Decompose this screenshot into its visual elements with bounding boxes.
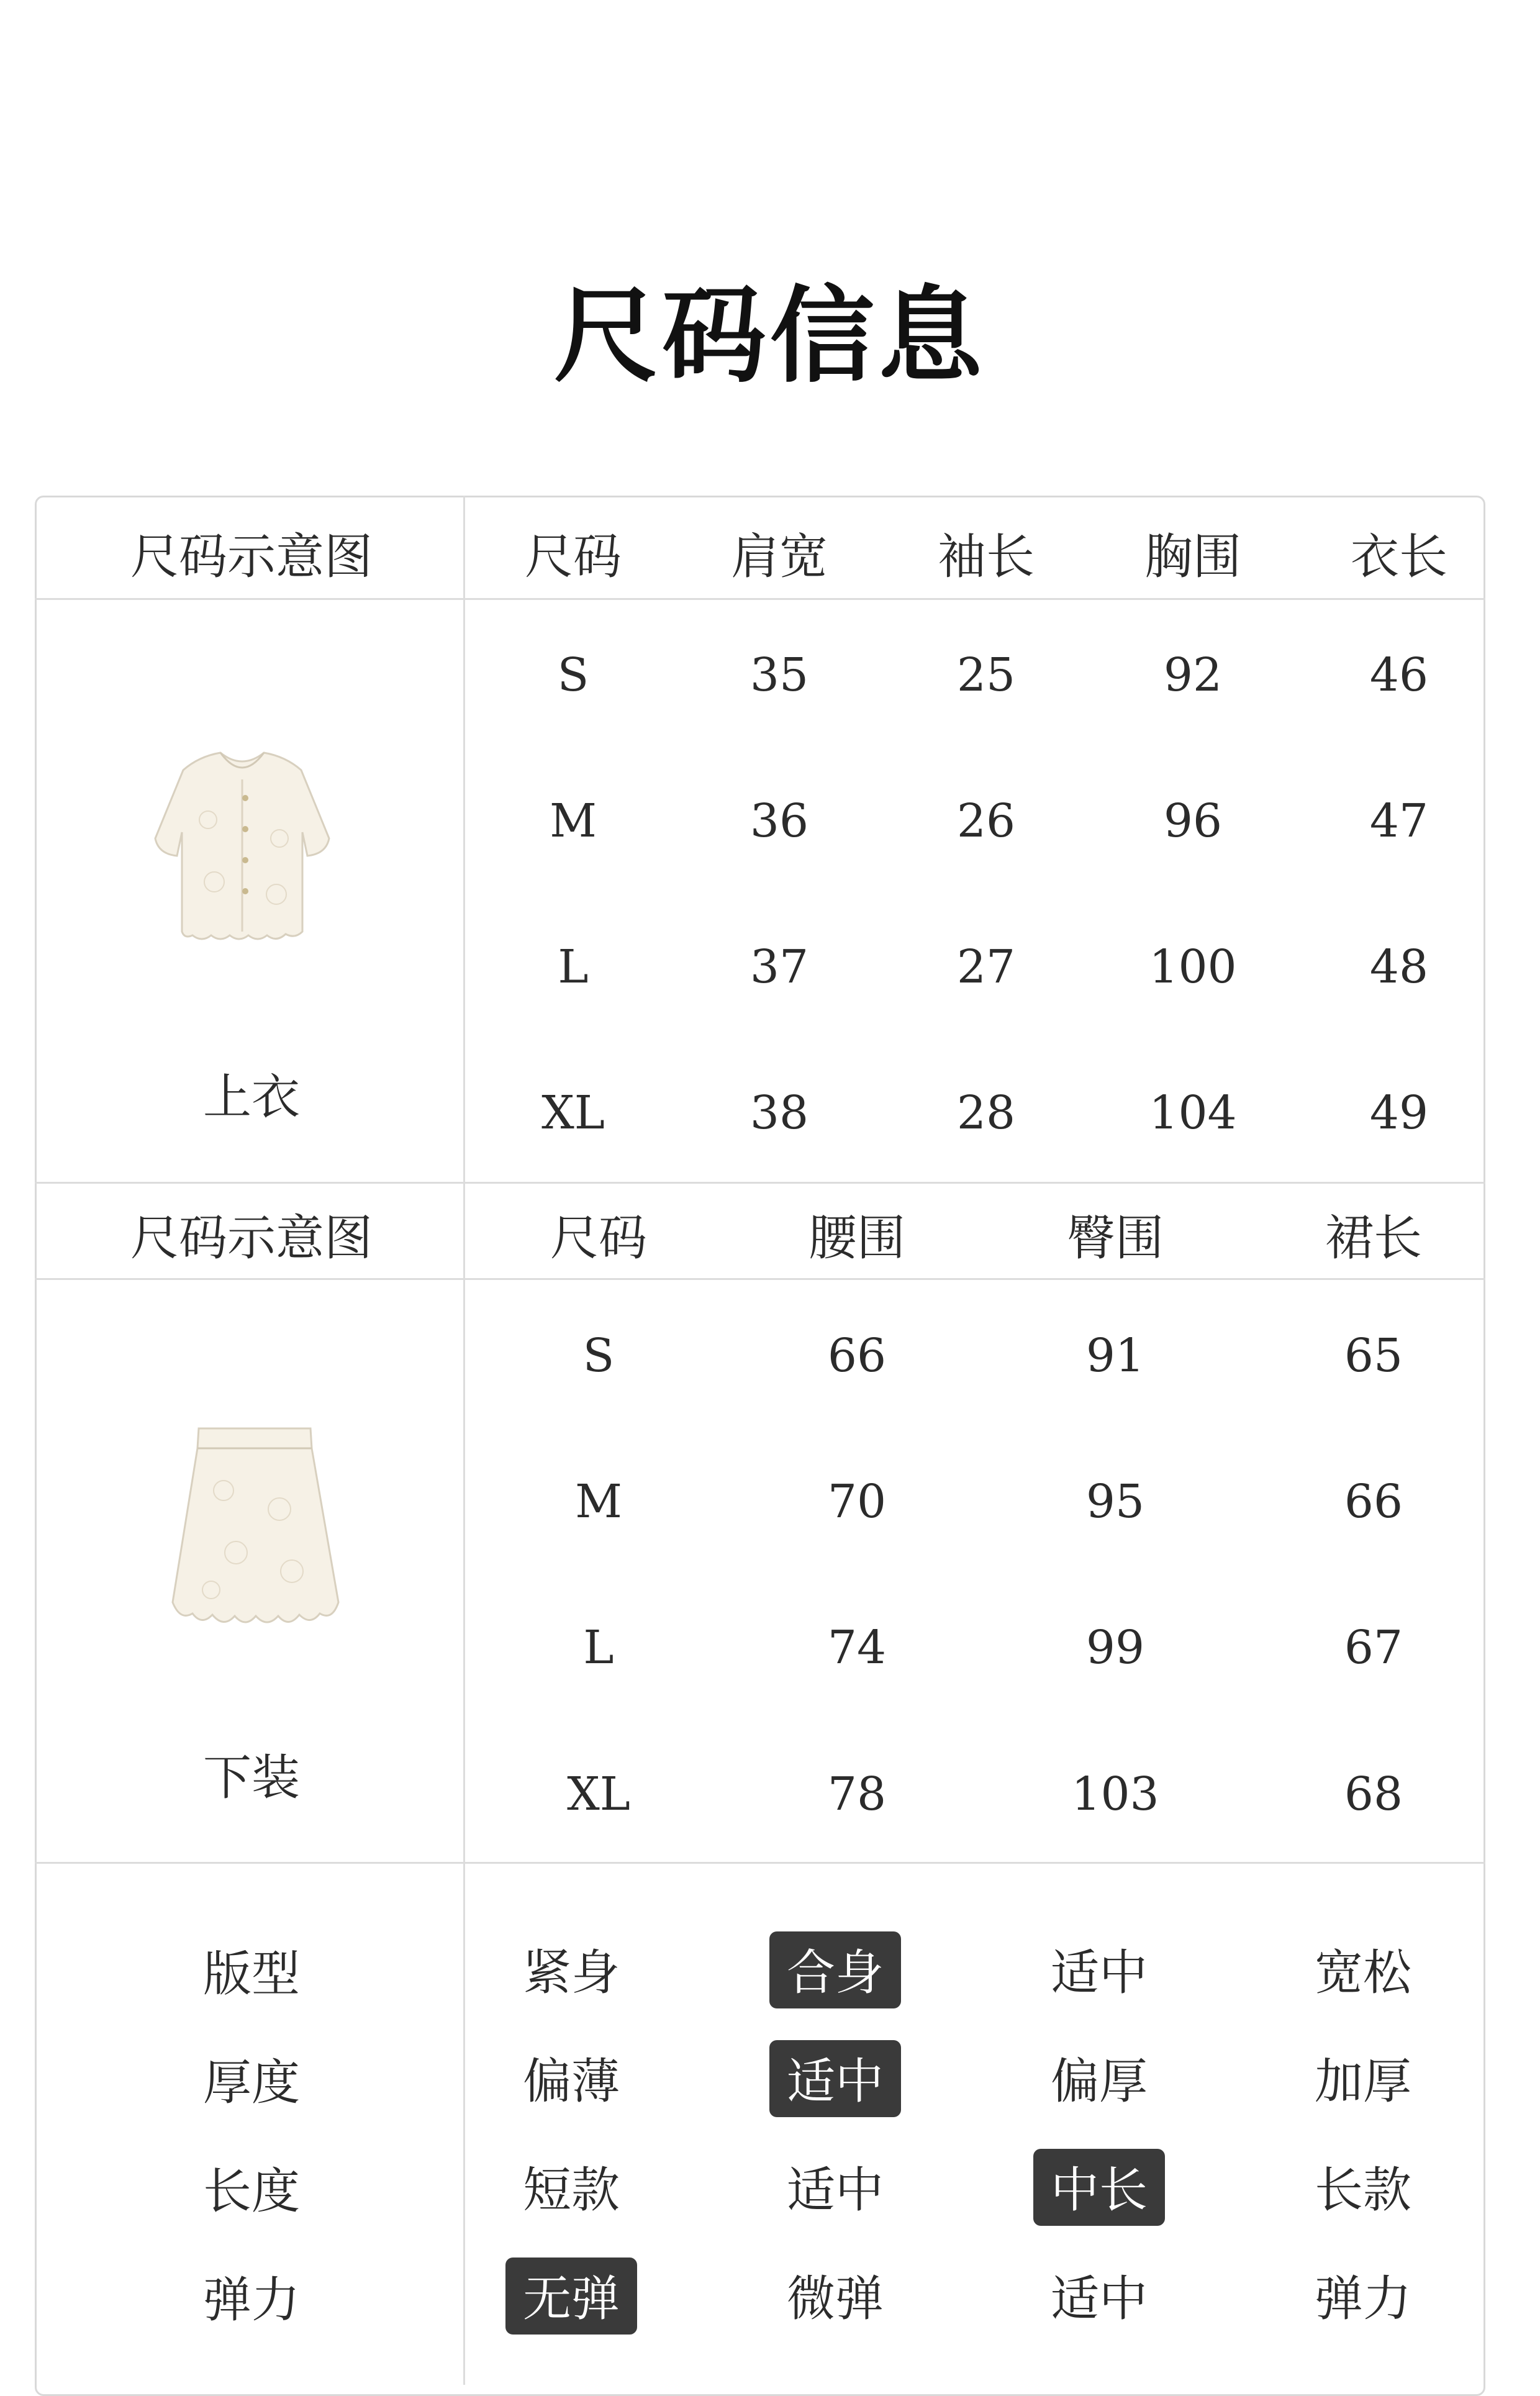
table-cell: 27 — [956, 940, 1016, 994]
attr-label-fit: 版型 — [202, 1946, 301, 2002]
table-cell: 100 — [1149, 940, 1237, 994]
table-cell: S — [557, 648, 589, 702]
table-cell: 99 — [1085, 1621, 1145, 1674]
table-cell: 65 — [1344, 1329, 1403, 1382]
table-cell: S — [582, 1329, 615, 1382]
table-cell: 96 — [1163, 794, 1223, 848]
skirt-image — [155, 1416, 354, 1652]
table-cell: 66 — [1344, 1475, 1403, 1528]
attr-label-length: 长度 — [202, 2164, 301, 2220]
attr-option: 适中 — [1050, 1945, 1148, 2001]
row-divider — [35, 1182, 1485, 1184]
row-divider — [35, 1278, 1485, 1280]
attr-option: 短款 — [522, 2162, 620, 2218]
table-cell: XL — [541, 1086, 605, 1140]
bottom-col-skirt-length: 裙长 — [1325, 1210, 1423, 1266]
attr-option: 宽松 — [1314, 1945, 1412, 2001]
attr-option: 适中 — [1050, 2271, 1148, 2327]
table-cell: 35 — [750, 648, 809, 702]
table-cell: M — [550, 794, 597, 848]
table-cell: 78 — [827, 1768, 887, 1821]
row-divider — [35, 598, 1485, 600]
attr-option: 长款 — [1314, 2162, 1412, 2218]
attr-option: 加厚 — [1314, 2054, 1412, 2110]
table-cell: 37 — [750, 940, 809, 994]
bottom-garment-label: 下装 — [202, 1750, 301, 1806]
table-cell: 49 — [1369, 1086, 1429, 1140]
table-cell: 25 — [956, 648, 1016, 702]
top-col-size: 尺码 — [524, 529, 622, 585]
table-cell: XL — [567, 1768, 630, 1821]
top-diagram-header: 尺码示意图 — [130, 529, 373, 585]
attr-option: 紧身 — [522, 1945, 620, 2001]
attr-option: 适中 — [786, 2162, 884, 2218]
top-col-sleeve: 袖长 — [937, 529, 1035, 585]
table-cell: 66 — [827, 1329, 887, 1382]
attr-option-selected: 适中 — [769, 2040, 901, 2117]
attr-option: 微弹 — [786, 2271, 884, 2327]
attr-option: 偏厚 — [1050, 2054, 1148, 2110]
attr-label-elasticity: 弹力 — [202, 2272, 301, 2328]
table-cell: 74 — [827, 1621, 887, 1674]
table-cell: 48 — [1369, 940, 1429, 994]
attr-option: 偏薄 — [522, 2054, 620, 2110]
table-cell: 67 — [1344, 1621, 1403, 1674]
attr-option-selected: 合身 — [769, 1931, 901, 2008]
top-col-bust: 胸围 — [1144, 529, 1242, 585]
table-cell: 103 — [1071, 1768, 1159, 1821]
bottom-col-size: 尺码 — [550, 1210, 648, 1266]
table-cell: 36 — [750, 794, 809, 848]
table-cell: 28 — [956, 1086, 1016, 1140]
bottom-diagram-header: 尺码示意图 — [130, 1210, 373, 1266]
blouse-image — [140, 745, 345, 969]
page-title: 尺码信息 — [554, 274, 986, 397]
table-cell: 68 — [1344, 1768, 1403, 1821]
attr-option: 弹力 — [1314, 2271, 1412, 2327]
attr-option-selected: 中长 — [1033, 2149, 1165, 2226]
table-cell: L — [583, 1621, 614, 1674]
table-cell: 92 — [1163, 648, 1223, 702]
top-col-length: 衣长 — [1350, 529, 1448, 585]
table-cell: 95 — [1085, 1475, 1145, 1528]
table-cell: 26 — [956, 794, 1016, 848]
row-divider — [35, 1862, 1485, 1864]
attr-label-thickness: 厚度 — [202, 2055, 301, 2111]
table-cell: 104 — [1149, 1086, 1237, 1140]
top-garment-label: 上衣 — [202, 1069, 301, 1125]
table-cell: 47 — [1369, 794, 1429, 848]
attr-option-selected: 无弹 — [505, 2258, 637, 2335]
table-cell: 38 — [750, 1086, 809, 1140]
bottom-col-waist: 腰围 — [808, 1210, 906, 1266]
table-cell: 70 — [827, 1475, 887, 1528]
table-cell: L — [558, 940, 589, 994]
table-cell: M — [575, 1475, 622, 1528]
table-cell: 91 — [1085, 1329, 1145, 1382]
table-cell: 46 — [1369, 648, 1429, 702]
column-divider — [463, 496, 465, 2385]
bottom-col-hip: 臀围 — [1066, 1210, 1164, 1266]
top-col-shoulder: 肩宽 — [730, 529, 828, 585]
